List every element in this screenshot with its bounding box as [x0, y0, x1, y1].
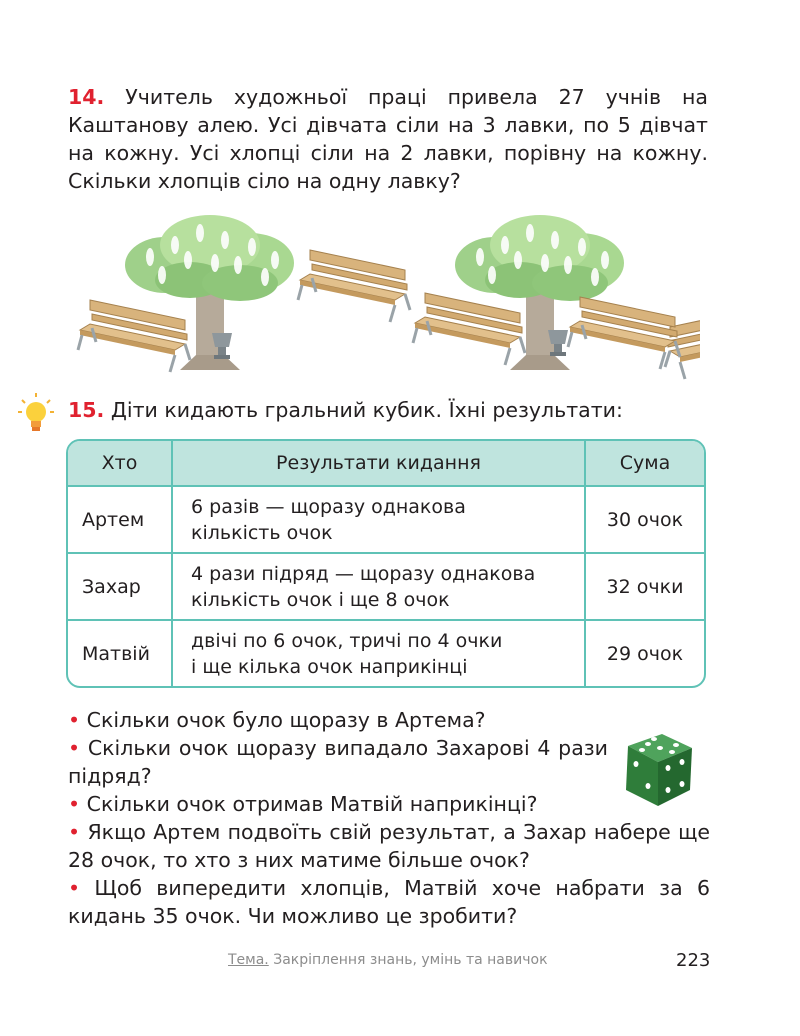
bullet-icon: • [68, 820, 81, 844]
table-row [68, 486, 704, 553]
row-results-line: кількість очок [191, 521, 333, 544]
question-5 [68, 874, 710, 930]
bullet-icon: • [68, 792, 81, 816]
row-results [172, 620, 585, 686]
row-results-line: двічі по 6 очок, тричі по 4 очки [191, 629, 503, 652]
table-header-row [68, 441, 704, 486]
footer-tema-text: Закріплення знань, умінь та навичок [273, 952, 548, 968]
row-who: Артем [68, 486, 172, 553]
header-results: Результати кидання [172, 441, 585, 486]
row-results-line: 6 разів — щоразу однакова [191, 495, 466, 518]
table-row [68, 620, 704, 686]
question-text: Скільки очок щоразу випадало Захарові 4 рази підряд? [68, 736, 608, 788]
park-benches-illustration [70, 205, 700, 380]
page-number: 223 [676, 950, 711, 971]
row-results-line: 4 рази підряд — щоразу однакова [191, 562, 536, 585]
row-results [172, 553, 585, 620]
bullet-icon: • [68, 708, 81, 732]
question-text: Якщо Артем подвоїть свій результат, а Захар набере ще 28 очок, то хто з них матиме більше очок? [68, 820, 710, 872]
question-text: Скільки очок отримав Матвій наприкінці? [86, 792, 538, 816]
header-sum: Сума [585, 441, 704, 486]
footer-tema-label: Тема. [228, 952, 269, 968]
question-text: Скільки очок було щоразу в Артема? [86, 708, 486, 732]
lightbulb-icon [18, 392, 54, 436]
row-results-line: кількість очок і ще 8 очок [191, 588, 450, 611]
header-who: Хто [68, 441, 172, 486]
row-results-line: і ще кілька очок наприкінці [191, 655, 468, 678]
row-results [172, 486, 585, 553]
task-14 [68, 83, 708, 195]
row-who: Захар [68, 553, 172, 620]
row-sum: 32 очки [585, 553, 704, 620]
task-14-text: Учитель художньої праці привела 27 учнів на Каштанову алею. Усі дівчата сіли на 3 лавки, по 5 дівчат на кожну. Усі хлопці сіли на 2 лавки, порівну на кожну. Скільки хлопців сіло на одну лавку? [68, 85, 708, 193]
row-sum: 29 очок [606, 642, 684, 665]
bullet-icon: • [68, 876, 81, 900]
task-15-number: 15. [68, 398, 105, 422]
question-3 [68, 790, 538, 818]
question-4 [68, 818, 710, 874]
question-text: Щоб випередити хлопців, Матвій хоче набрати за 6 кидань 35 очок. Чи можливо це зробити? [68, 876, 710, 928]
dice-icon [618, 728, 696, 810]
task-15 [68, 396, 708, 424]
row-sum: 30 очок [585, 486, 704, 553]
row-who: Матвій [68, 620, 172, 686]
bullet-icon: • [68, 736, 81, 760]
results-table [66, 439, 706, 688]
task-15-text: Діти кидають гральний кубик. Їхні результати: [110, 398, 623, 422]
question-2 [68, 734, 608, 790]
footer-topic [228, 952, 548, 968]
question-1 [68, 706, 486, 734]
table-row [68, 553, 704, 620]
task-14-number: 14. [68, 85, 105, 109]
